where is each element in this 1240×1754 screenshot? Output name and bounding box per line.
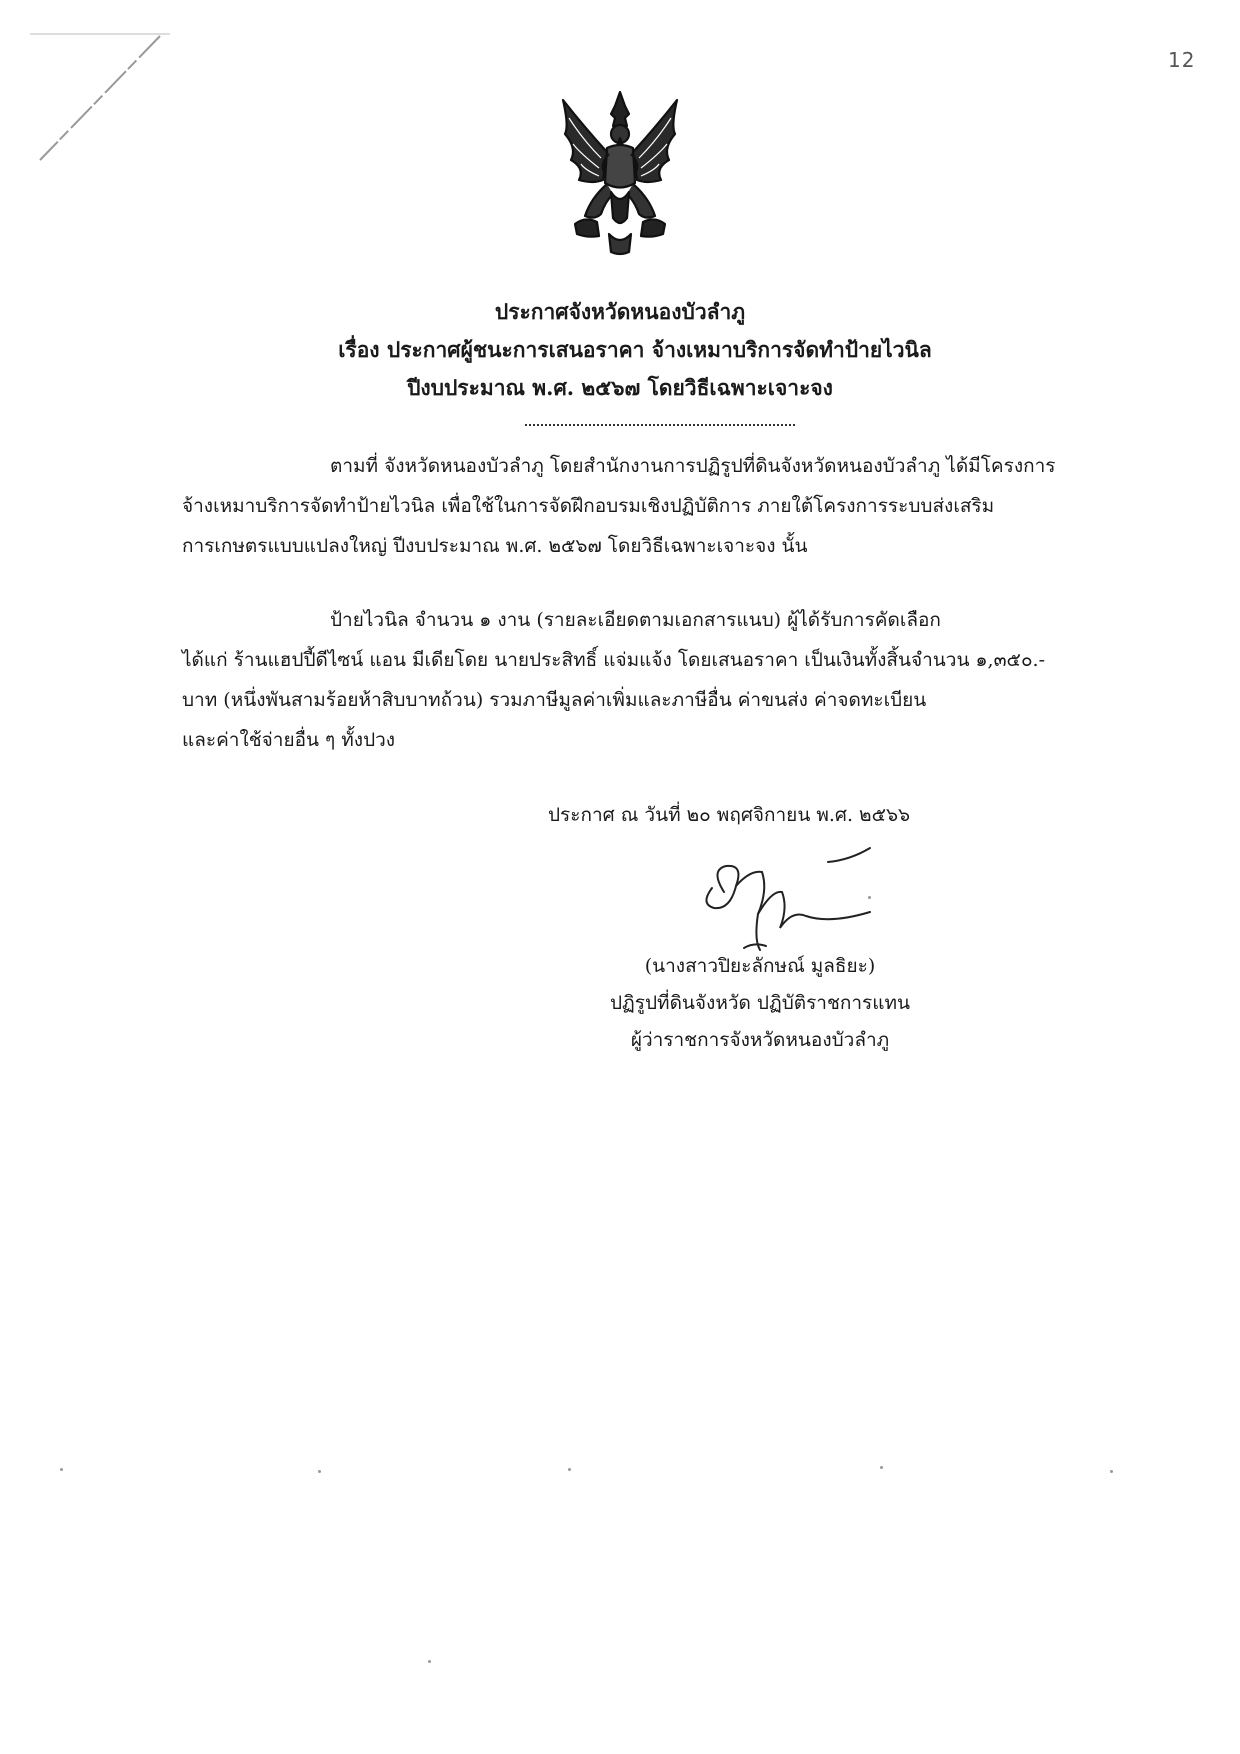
document-title: ประกาศจังหวัดหนองบัวลำภู xyxy=(494,299,746,324)
paragraph-line: ป้ายไวนิล จำนวน ๑ งาน (รายละเอียดตามเอกสารแนบ) ผู้ได้รับการคัดเลือก xyxy=(330,609,941,631)
scan-speck xyxy=(880,1466,883,1469)
paragraph-line: การเกษตรแบบแปลงใหญ่ ปีงบประมาณ พ.ศ. ๒๕๖๗ โดยวิธีเฉพาะเจาะจง นั้น xyxy=(182,535,808,557)
signature-mark xyxy=(700,830,960,960)
scan-speck xyxy=(318,1470,321,1473)
body-paragraph-1 xyxy=(182,446,1152,566)
scan-speck xyxy=(1110,1470,1113,1473)
page-number: 12 xyxy=(1168,48,1196,72)
paragraph-line: จ้างเหมาบริการจัดทำป้ายไวนิล เพื่อใช้ในการจัดฝึกอบรมเชิงปฏิบัติการ ภายใต้โครงการระบบส่งเสริม xyxy=(182,495,995,517)
scan-speck xyxy=(568,1468,571,1471)
paragraph-line: ได้แก่ ร้านแฮปปี้ดีไซน์ แอน มีเดียโดย นายประสิทธิ์ แจ่มแจ้ง โดยเสนอราคา เป็นเงินทั้งสิ้นจำนวน ๑,๓๕๐.- xyxy=(182,649,1045,671)
scan-speck xyxy=(868,896,871,899)
scan-speck xyxy=(60,1468,63,1471)
signatory-title: ผู้ว่าราชการจังหวัดหนองบัวลำภู xyxy=(630,1029,890,1051)
signatory-name: (นางสาวปิยะลักษณ์ มูลธิยะ) xyxy=(644,955,876,977)
document-fiscal-year: ปีงบประมาณ พ.ศ. ๒๕๖๗ โดยวิธีเฉพาะเจาะจง xyxy=(407,375,833,400)
body-paragraph-2 xyxy=(182,600,1152,760)
scan-mark xyxy=(20,20,200,170)
signatory-position: ปฏิรูปที่ดินจังหวัด ปฏิบัติราชการแทน xyxy=(609,992,911,1014)
paragraph-line: บาท (หนึ่งพันสามร้อยห้าสิบบาทถ้วน) รวมภาษีมูลค่าเพิ่มและภาษีอื่น ค่าขนส่ง ค่าจดทะเบียน xyxy=(182,689,927,711)
paragraph-line: ตามที่ จังหวัดหนองบัวลำภู โดยสำนักงานการปฏิรูปที่ดินจังหวัดหนองบัวลำภู ได้มีโครงการ xyxy=(330,455,1056,477)
garuda-emblem-icon xyxy=(555,88,685,258)
header-divider xyxy=(525,424,795,426)
announcement-date: ประกาศ ณ วันที่ ๒๐ พฤศจิกายน พ.ศ. ๒๕๖๖ xyxy=(548,804,911,826)
scan-speck xyxy=(428,1660,431,1663)
document-subject: เรื่อง ประกาศผู้ชนะการเสนอราคา จ้างเหมาบริการจัดทำป้ายไวนิล xyxy=(338,337,932,362)
paragraph-line: และค่าใช้จ่ายอื่น ๆ ทั้งปวง xyxy=(182,729,396,751)
